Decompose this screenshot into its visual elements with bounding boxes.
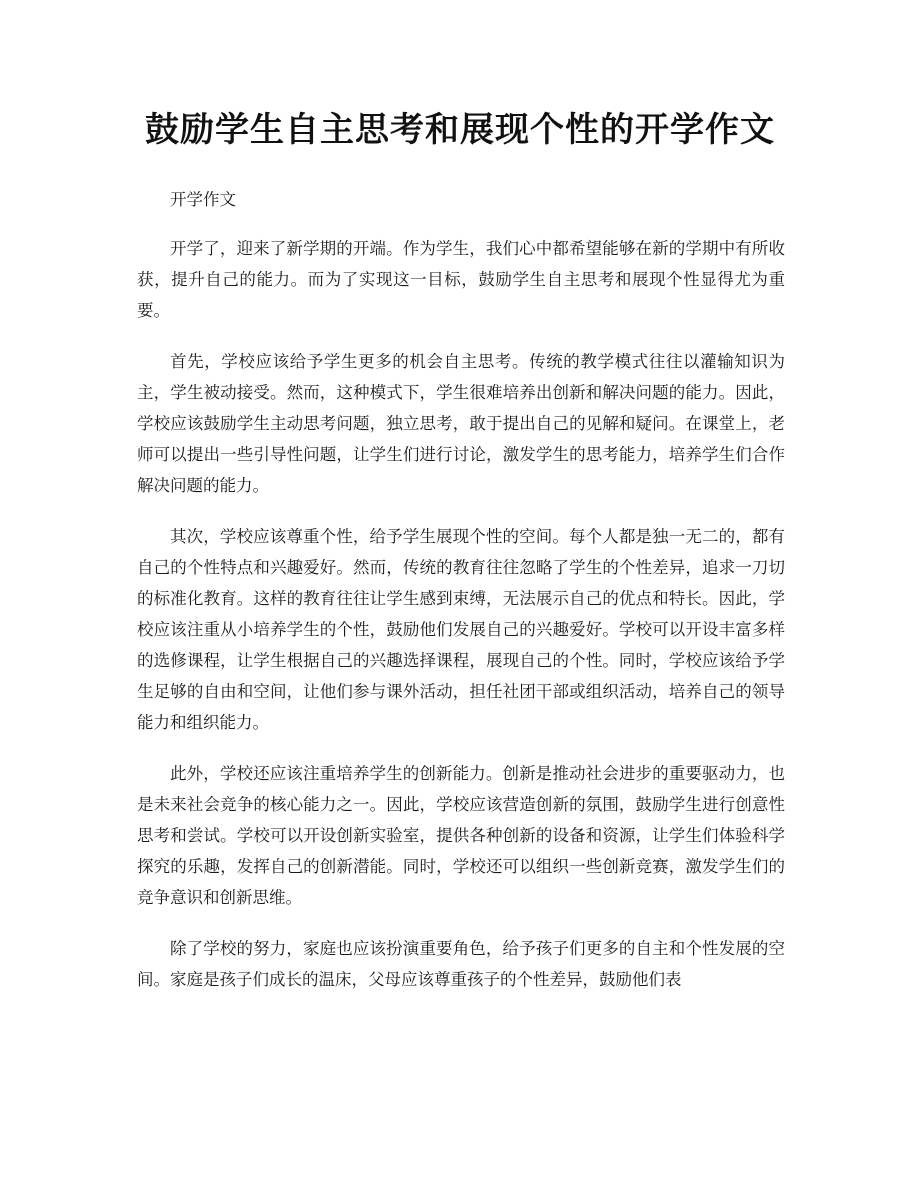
paragraph-4: 此外，学校还应该注重培养学生的创新能力。创新是推动社会进步的重要驱动力，也是未来社会竞争的核心能力之一。因此，学校应该营造创新的氛围，鼓励学生进行创意性思考和尝试。学校可以开设创新实验室，提供各种创新的设备和资源，让学生们体验科学探究的乐趣，发挥自己的创新潜能。同时，学校还可以组织一些创新竞赛，激发学生们的竞争意识和创新思维。 xyxy=(137,764,785,907)
paragraph-2: 首先，学校应该给予学生更多的机会自主思考。传统的教学模式往往以灌输知识为主，学生被动接受。然而，这种模式下，学生很难培养出创新和解决问题的能力。因此，学校应该鼓励学生主动思考问题，独立思考，敢于提出自己的见解和疑问。在课堂上，老师可以提出一些引导性问题，让学生们进行讨论，激发学生的思考能力，培养学生们合作解决问题的能力。 xyxy=(137,352,785,495)
document-label: 开学作文 xyxy=(170,190,236,209)
document-body xyxy=(137,184,785,1015)
paragraph-1: 开学了，迎来了新学期的开端。作为学生，我们心中都希望能够在新的学期中有所收获，提升自己的能力。而为了实现这一目标，鼓励学生自主思考和展现个性显得尤为重要。 xyxy=(137,239,785,320)
paragraph-5: 除了学校的努力，家庭也应该扮演重要角色，给予孩子们更多的自主和个性发展的空间。家庭是孩子们成长的温床，父母应该尊重孩子的个性差异，鼓励他们表 xyxy=(137,939,785,989)
paragraph-3: 其次，学校应该尊重个性，给予学生展现个性的空间。每个人都是独一无二的，都有自己的个性特点和兴趣爱好。然而，传统的教育往往忽略了学生的个性差异，追求一刀切的标准化教育。这样的教育往往让学生感到束缚，无法展示自己的优点和特长。因此，学校应该注重从小培养学生的个性，鼓励他们发展自己的兴趣爱好。学校可以开设丰富多样的选修课程，让学生根据自己的兴趣选择课程，展现自己的个性。同时，学校应该给予学生足够的自由和空间，让他们参与课外活动，担任社团干部或组织活动，培养自己的领导能力和组织能力。 xyxy=(137,527,785,732)
document-title: 鼓励学生自主思考和展现个性的开学作文 xyxy=(145,110,775,150)
